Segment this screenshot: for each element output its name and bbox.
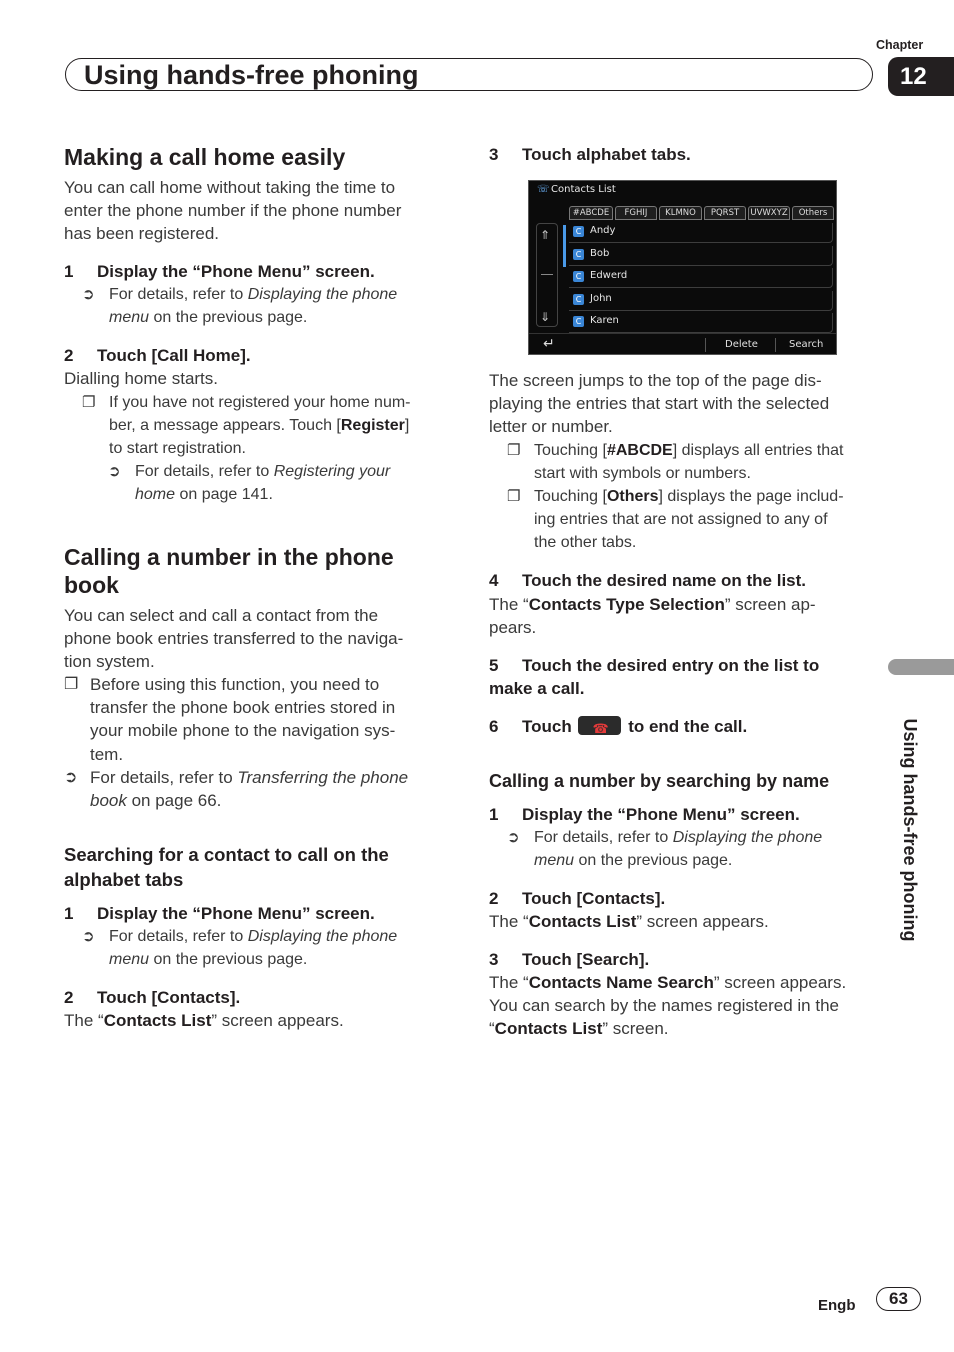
arrow-icon: ➲ [82,928,95,945]
chapter-label: Chapter [876,38,924,52]
phone-book-note: ❐ Before using this function, you need to transfer the phone book entries stored in your mobile phone to the navigation sys- tem. [64,675,396,764]
page-title: Using hands-free phoning [84,60,419,90]
list-item[interactable]: C Bob [569,246,833,266]
back-icon[interactable]: ↵ [543,336,555,352]
call-home-note: ❐ If you have not registered your home num- ber, a message appears. Touch [Register] to start registration. [82,391,452,461]
checkbox-icon: ❐ [82,394,96,411]
subsection-heading-alphabet-tabs: Searching for a contact to call on the alphabet tabs [64,844,389,890]
contact-icon: C [573,249,584,260]
phone-book-intro: You can select and call a contact from the phone book entries transferred to the naviga- tion system. [64,606,404,672]
alphabet-step-1-ref: ➲ For details, refer to Displaying the phone menu on the previous page. [82,925,442,971]
contact-icon: C [573,316,584,327]
phone-book-ref: ➲ For details, refer to Transferring the phone book on page 66. [64,768,409,811]
checkbox-icon: ❐ [64,676,79,693]
list-item[interactable]: C Andy [569,223,833,243]
contacts-list [569,223,833,336]
list-item[interactable]: C Karen [569,313,833,333]
scroll-up-icon[interactable]: ⇑ [540,228,551,242]
alphabet-step-2-desc: The “Contacts List” screen appears. [64,1011,344,1030]
list-scrollbar[interactable] [536,223,558,327]
tab-pqrst[interactable]: PQRST [704,206,746,220]
call-home-note-ref: ➲ For details, refer to Registering your home on page 141. [108,460,448,506]
selection-indicator [563,225,566,267]
alphabet-step-5: 5 Touch the desired entry on the list to make a call. [489,656,820,698]
screen-title: ☏Contacts List [537,184,616,195]
call-home-step-2-desc: Dialling home starts. [64,369,219,388]
alphabet-step-3: 3 Touch alphabet tabs. [489,145,691,164]
alphabet-step-4-desc: The “Contacts Type Selection” screen ap- pears. [489,595,816,638]
section-heading-call-home: Making a call home easily [64,144,346,170]
contact-icon: C [573,271,584,282]
after-screenshot-text: The screen jumps to the top of the page dis- playing the entries that start with the selected letter or number. [489,371,830,437]
scroll-down-icon[interactable]: ⇓ [540,310,551,324]
scroll-divider [541,274,553,275]
search-step-1: 1 Display the “Phone Menu” screen. [489,805,800,824]
list-item[interactable]: C Edwerd [569,268,833,288]
contact-icon: C [573,294,584,305]
others-note: ❐ Touching [Others] displays the page includ- ing entries that are not assigned to any of the other tabs. [507,485,887,555]
search-step-3: 3 Touch [Search]. [489,950,650,969]
search-step-2-desc: The “Contacts List” screen appears. [489,912,769,931]
list-item[interactable]: C John [569,291,833,311]
search-step-3-desc: The “Contacts Name Search” screen appears. You can search by the names registered in the “Contacts List” screen. [489,973,847,1039]
contacts-list-screenshot [528,180,837,355]
arrow-icon: ➲ [82,286,95,303]
search-step-2: 2 Touch [Contacts]. [489,889,666,908]
call-home-intro: You can call home without taking the time to enter the phone number if the phone number has been registered. [64,178,402,244]
contact-icon: C [573,226,584,237]
side-tab-text: Using hands-free phoning [900,718,920,942]
tab-fghij[interactable]: FGHIJ [615,206,657,220]
chapter-number: 12 [888,57,954,96]
checkbox-icon: ❐ [507,442,521,459]
call-home-step-1: 1 Display the “Phone Menu” screen. [64,262,375,281]
alphabet-step-1: 1 Display the “Phone Menu” screen. [64,904,375,923]
alphabet-step-2: 2 Touch [Contacts]. [64,988,241,1007]
section-heading-phone-book: Calling a number in the phone book [64,544,394,598]
checkbox-icon: ❐ [507,488,521,505]
phone-book-icon: ☏ [537,184,550,195]
side-tab-marker [888,659,954,675]
screen-bottom-bar [529,333,836,355]
divider [775,338,776,352]
search-step-1-ref: ➲ For details, refer to Displaying the phone menu on the previous page. [507,826,877,872]
call-home-step-1-ref: ➲ For details, refer to Displaying the phone menu on the previous page. [82,283,442,329]
tab-abcde[interactable]: #ABCDE [569,206,613,220]
language-code: Engb [818,1297,856,1314]
subsection-heading-search-by-name: Calling a number by searching by name [489,771,830,791]
search-button[interactable]: Search [789,339,824,350]
tab-others[interactable]: Others [792,206,834,220]
alphabet-step-4: 4 Touch the desired name on the list. [489,571,807,590]
alphabet-step-6: 6 Touch ☎ to end the call. [489,717,748,736]
tab-uvwxyz[interactable]: UVWXYZ [748,206,790,220]
call-home-step-2: 2 Touch [Call Home]. [64,346,251,365]
tab-klmno[interactable]: KLMNO [659,206,702,220]
alphabet-tabs [569,206,834,220]
delete-button[interactable]: Delete [725,339,758,350]
page-number: 63 [876,1287,921,1311]
arrow-icon: ➲ [64,769,78,786]
arrow-icon: ➲ [507,829,520,846]
end-call-icon: ☎ [578,716,621,735]
divider [705,338,706,352]
abcde-note: ❐ Touching [#ABCDE] displays all entries that start with symbols or numbers. [507,439,887,485]
arrow-icon: ➲ [108,463,121,480]
